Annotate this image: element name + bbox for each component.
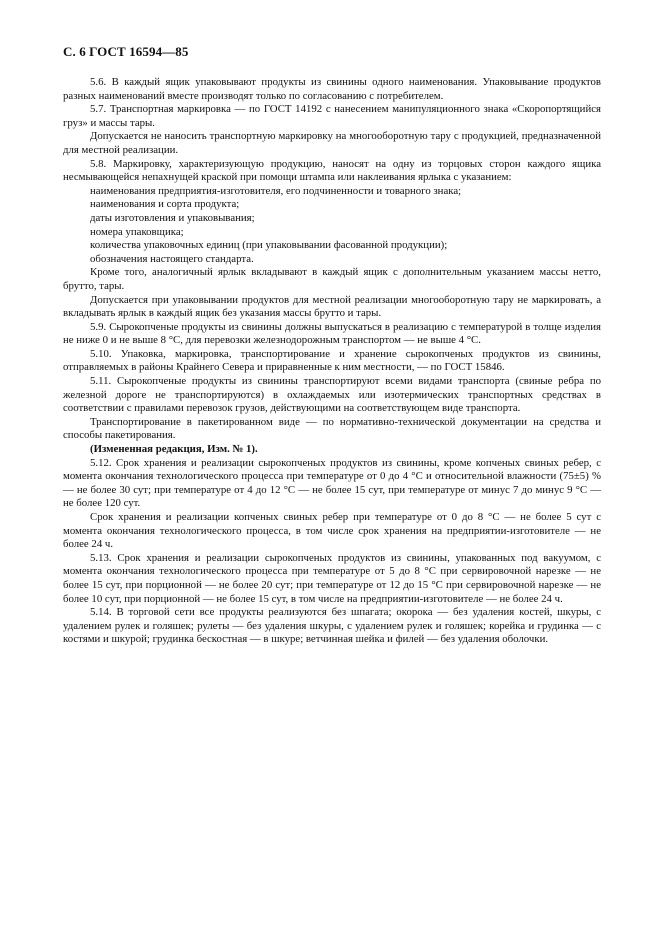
paragraph-5-8: 5.8. Маркировку, характеризующую продукцию, наносят на одну из торцовых сторон каждого ящика несмывающейся непахнущей краской при помощи штампа или наклеивания ярлыка с указанием:: [63, 157, 601, 184]
paragraph-5-13: 5.13. Срок хранения и реализации сырокопченых продуктов из свинины, упакованных под вакуумом, с момента окончания технологического процесса при температуре от 5 до 8 °С при сервировочной нарезке — не более 15 сут, при порционной — не более 20 сут; при температуре от 12 до 15 °С при сервировочной нарезке — не более 10 сут, при порционной — не более 15 сут, в том числе на предприятии-изготовителе — не более 24 ч.: [63, 551, 601, 605]
paragraph-5-11: 5.11. Сырокопченые продукты из свинины транспортируют всеми видами транспорта (свиные ребра по железной дороге не транспортируются) в охлаждаемых или изотермических транспортных средствах в соответствии с правилами перевозок грузов, действующими на соответствующем виде транспорта.: [63, 375, 601, 415]
label-item-packer: номера упаковщика;: [90, 225, 184, 238]
document-body: [63, 76, 601, 647]
paragraph-5-8-extra-label: Кроме того, аналогичный ярлык вкладывают в каждый ящик с дополнительным указанием массы нетто, брутто, тары.: [63, 266, 601, 292]
label-item-manufacturer: наименования предприятия-изготовителя, его подчиненности и товарного знака;: [90, 184, 462, 197]
paragraph-5-8-local: Допускается при упаковывании продуктов для местной реализации многооборотную тару не маркировать, а вкладывать ярлык в каждый ящик без указания массы брутто и тары.: [63, 293, 601, 320]
paragraph-5-7-note: Допускается не наносить транспортную маркировку на многооборотную тару с продукцией, предназначенной для местной реализации.: [63, 130, 601, 156]
paragraph-5-9: 5.9. Сырокопченые продукты из свинины должны выпускаться в реализацию с температурой в толще изделия не ниже 0 и не выше 8 °С, для перевозки железнодорожным транспортом — не выше 4 °С.: [63, 320, 601, 347]
paragraph-5-11-packaged: Транспортирование в пакетированном виде — по нормативно-технической документации на средства и способы пакетирования.: [63, 415, 601, 442]
label-item-standard: обозначения настоящего стандарта.: [90, 252, 254, 265]
label-item-dates: даты изготовления и упаковывания;: [90, 211, 255, 224]
paragraph-5-12-ribs: Срок хранения и реализации копченых свиных ребер при температуре от 0 до 8 °С — не более 5 сут с момента окончания технологического процесса, в том числе срок хранения на предприятии-изготовителе — не более 24 ч.: [63, 511, 601, 551]
paragraph-5-10: 5.10. Упаковка, маркировка, транспортирование и хранение сырокопченых продуктов из свинины, отправляемых в районы Крайнего Севера и приравненные к ним местности, — по ГОСТ 15846.: [63, 347, 601, 374]
paragraph-5-7: 5.7. Транспортная маркировка — по ГОСТ 14192 с нанесением манипуляционного знака «Скоропортящийся груз» и массы тары.: [63, 103, 601, 129]
label-item-quantity: количества упаковочных единиц (при упаковывании фасованной продукции);: [90, 239, 448, 252]
revision-note: (Измененная редакция, Изм. № 1).: [90, 443, 258, 456]
paragraph-5-12: 5.12. Срок хранения и реализации сырокопченых продуктов из свинины, кроме копченых свиных ребер, с момента окончания технологического процесса при температуре от 0 до 4 °С и относительной влажности (75±5) % — не более 30 сут; при температуре от 4 до 12 °С — не более 15 сут, при температуре от минус 7 до минус 9 °С — не более 120 сут.: [63, 456, 601, 510]
label-item-product-name: наименования и сорта продукта;: [90, 198, 240, 211]
paragraph-5-14: 5.14. В торговой сети все продукты реализуются без шпагата; окорока — без удаления костей, шкуры, с удалением рулек и голяшек; рулеты — без удаления шкуры, с удалением рулек и голяшек; корейка и грудинка — с костями и шкурой; грудинка бескостная — в шкуре; ветчинная шейка и филей — без удаления оболочки.: [63, 606, 601, 646]
paragraph-5-6: 5.6. В каждый ящик упаковывают продукты из свинины одного наименования. Упаковывание продуктов разных наименований вместе производят только по согласованию с потребителем.: [63, 76, 601, 102]
page-header: С. 6 ГОСТ 16594—85: [63, 44, 189, 59]
